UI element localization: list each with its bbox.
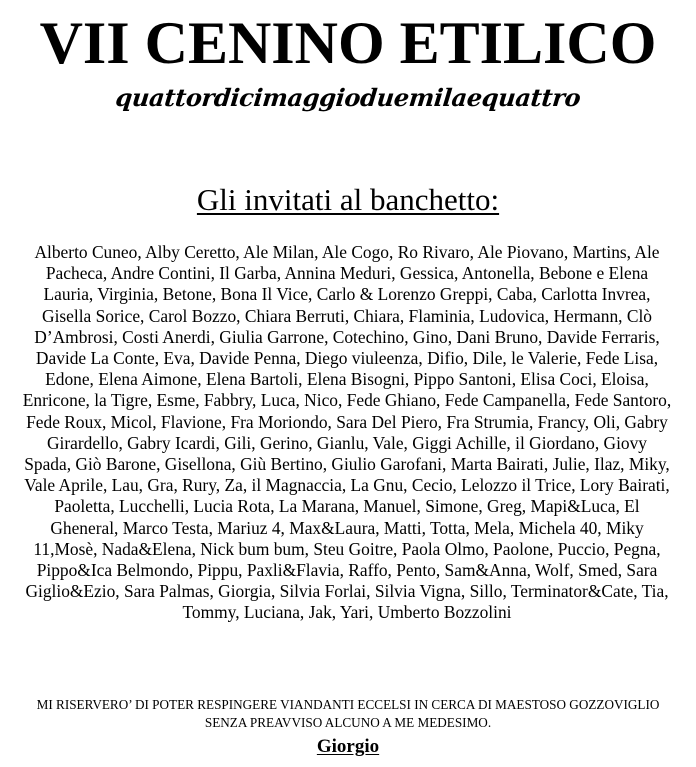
guests-heading: Gli invitati al banchetto: [196,182,500,217]
guest-list: Alberto Cuneo, Alby Ceretto, Ale Milan, Ale Cogo, Ro Rivaro, Ale Piovano, Martins, Ale Pacheca, Andre Contini, Il Garba, Annina Meduri, Gessica, Antonella, Bebone e Elena Lauria, Virginia, Betone, Bona Il Vice, Carlo & Lorenzo Greppi, Caba, Carlotta Invrea, Gisella Sorice, Carol Bozzo, Chiara Berruti, Chiara, Flaminia, Ludovica, Hermann, Clò D’Ambrosi, Costi Anerdi, Giulia Garrone, Cotechino, Gino, Dani Bruno, Davide Ferraris, Davide La Conte, Eva, Davide Penna, Diego viuleenza, Difio, Dile, le Valerie, Fede Lisa, Edone, Elena Aimone, Elena Bartoli, Elena Bisogni, Pippo Santoni, Elisa Coci, Eloisa, Enricone, la Tigre, Esme, Fabbry, Luca, Nico, Fede Ghiano, Fede Campanella, Fede Santoro, Fede Roux, Micol, Flavione, Fra Moriondo, Sara Del Piero, Fra Strumia, Francy, Oli, Gabry Girardello, Gabry Icardi, Gili, Gerino, Gianlu, Vale, Giggi Achille, il Giordano, Giovy Spada, Giò Barone, Gisellona, Giù Bertino, Giulio Garofani, Marta Bairati, Julie, Ilaz, Miky, Vale Aprile, Lau, Gra, Rury, Za, il Magnaccia, La Gnu, Cecio, Lelozzo il Trice, Lory Bairati, Paoletta, Lucchelli, Lucia Rota, La Marana, Manuel, Simone, Greg, Mapi&Luca, El Gheneral, Marco Testa, Mariuz 4, Max&Laura, Matti, Totta, Mela, Michela 40, Miky 11,Mosè, Nada&Elena, Nick bum bum, Steu Goitre, Paola Olmo, Paolone, Puccio, Pegna, Pippo&Ica Belmondo, Pippu, Paxli&Flavia, Raffo, Pento, Sam&Anna, Wolf, Smed, Sara Giglio&Ezio, Sara Palmas, Giorgia, Silvia Forlai, Silvia Vigna, Sillo, Terminator&Cate, Tia, Tommy, Luciana, Jak, Yari, Umberto Bozzolini [22,242,672,623]
date-subtitle: quattordicimaggioduemilaequattro [114,83,582,112]
disclaimer-note: MI RISERVERO’ DI POTER RESPINGERE VIANDANTI ECCELSI IN CERCA DI MAESTOSO GOZZOVIGLIO SENZA PREAVVISO ALCUNO A ME MEDESIMO. [36,697,660,730]
signature: Giorgio [316,736,380,757]
page-title: VII CENINO ETILICO [39,10,657,76]
